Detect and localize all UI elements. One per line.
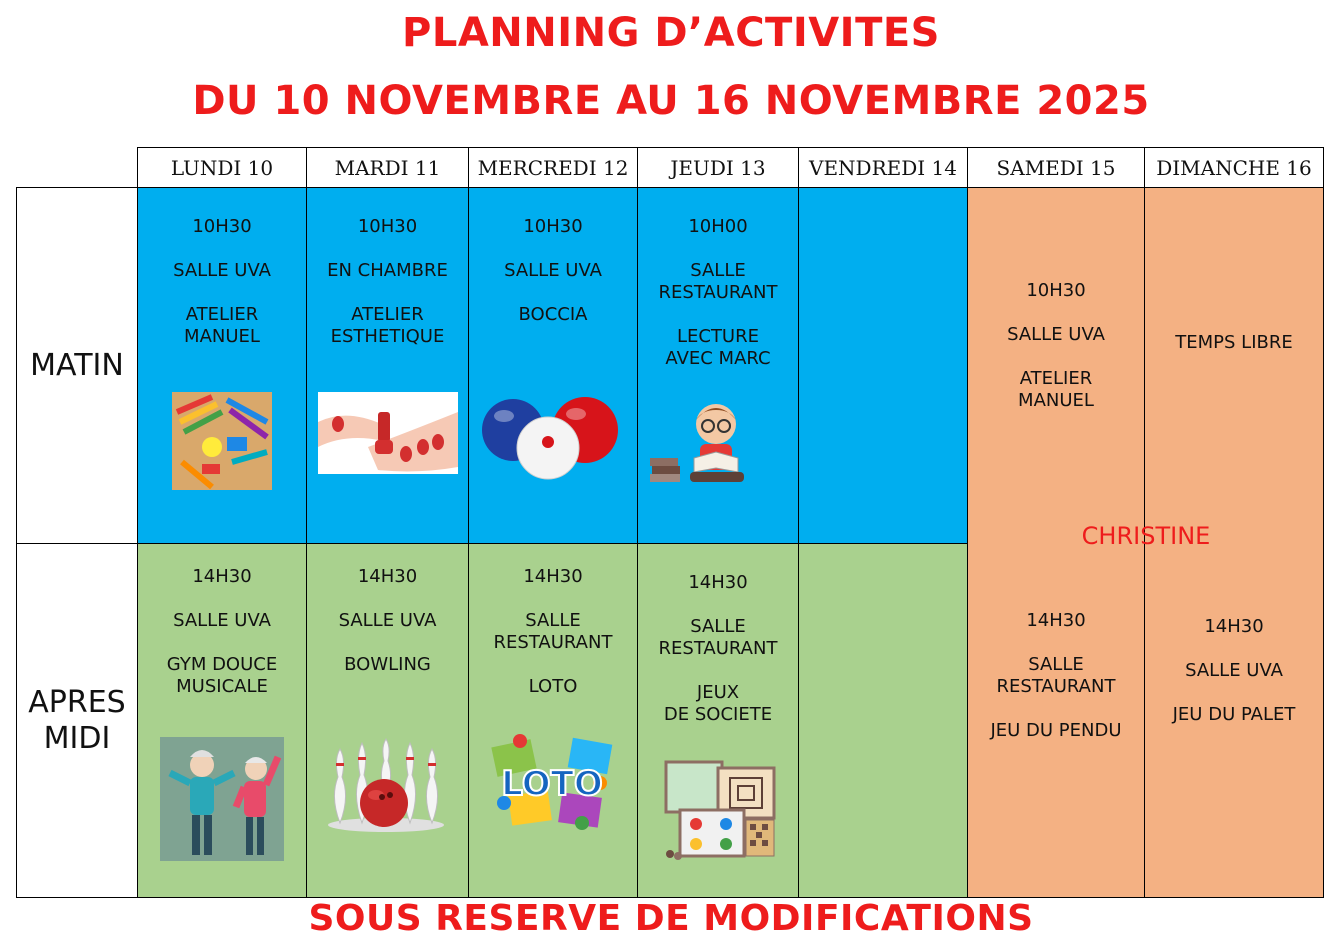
bowling-icon [326,737,446,833]
footer-note: SOUS RESERVE DE MODIFICATIONS [308,898,1034,939]
slot-time: 10H30 [192,216,252,237]
slot-jeudi-morning [637,187,799,544]
weekend-staff-label: CHRISTINE [1081,522,1211,550]
slot-mardi-morning [306,187,469,544]
reading-child-icon [650,402,780,488]
slot-place: SALLE RESTAURANT [658,616,778,659]
day-header-vendredi: VENDREDI 14 [798,147,968,188]
slot-place: SALLE UVA [1007,324,1105,345]
day-header-dimanche: DIMANCHE 16 [1144,147,1324,188]
slot-place: SALLE RESTAURANT [996,654,1116,697]
slot-activity: ATELIER MANUEL [1018,368,1094,411]
boccia-balls-icon [480,392,620,482]
day-header-mercredi: MERCREDI 12 [468,147,638,188]
nail-polish-icon [318,392,458,474]
slot-place: SALLE RESTAURANT [658,260,778,303]
slot-vendredi-afternoon [798,543,968,898]
slot-activity: JEU DU PALET [1172,704,1296,725]
day-header-samedi: SAMEDI 15 [967,147,1145,188]
slot-time: 10H30 [523,216,583,237]
slot-time: 14H30 [357,566,418,587]
slot-place: SALLE UVA [173,260,271,281]
title-line-2: DU 10 NOVEMBRE AU 16 NOVEMBRE 2025 [192,78,1150,124]
loto-icon [490,733,614,833]
slot-place: SALLE RESTAURANT [493,610,613,653]
slot-time: 14H30 [192,566,252,587]
slot-activity: LECTURE AVEC MARC [665,326,771,369]
slot-activity: JEUX DE SOCIETE [663,682,773,725]
slot-mercredi-afternoon [468,543,638,898]
slot-place: SALLE UVA [504,260,602,281]
slot-activity: ATELIER ESTHETIQUE [330,304,445,347]
slot-time: 14H30 [1026,610,1086,631]
day-header-lundi: LUNDI 10 [137,147,307,188]
day-header-jeudi: JEUDI 13 [637,147,799,188]
title-line-1: PLANNING D’ACTIVITES [402,10,940,56]
slot-activity: BOWLING [344,654,431,675]
day-header-mardi: MARDI 11 [306,147,469,188]
row-label-afternoon-text: APRES MIDI [28,684,126,756]
slot-dimanche-afternoon [1173,616,1296,726]
row-label-morning-text: MATIN [30,347,124,383]
slot-samedi-morning [1007,280,1105,412]
row-label-morning [16,187,138,544]
slot-mardi-afternoon [306,543,469,898]
slot-time: 10H30 [357,216,418,237]
slot-samedi-afternoon [990,610,1121,742]
slot-time: 10H30 [1026,280,1086,301]
slot-time: 14H30 [688,572,748,593]
slot-activity: ATELIER MANUEL [184,304,260,347]
slot-activity: JEU DU PENDU [990,720,1122,741]
slot-activity: GYM DOUCE MUSICALE [166,654,278,697]
slot-time: 10H00 [688,216,748,237]
slot-mercredi-morning [468,187,638,544]
slot-place: SALLE UVA [173,610,271,631]
slot-activity: BOCCIA [518,304,588,325]
slot-dimanche-morning: TEMPS LIBRE [1175,332,1293,353]
slot-vendredi-morning [798,187,968,544]
slot-activity: LOTO [528,676,578,697]
slot-time: 14H30 [1204,616,1264,637]
board-games-icon [660,758,778,862]
slot-place: SALLE UVA [1185,660,1283,681]
seniors-exercise-icon [160,737,284,861]
svg-text:LOTO: LOTO [501,764,603,804]
slot-time: 14H30 [523,566,583,587]
slot-lundi-morning [137,187,307,544]
craft-supplies-icon [172,392,272,490]
slot-place: EN CHAMBRE [327,260,448,281]
row-label-afternoon [16,543,138,898]
slot-place: SALLE UVA [338,610,437,631]
